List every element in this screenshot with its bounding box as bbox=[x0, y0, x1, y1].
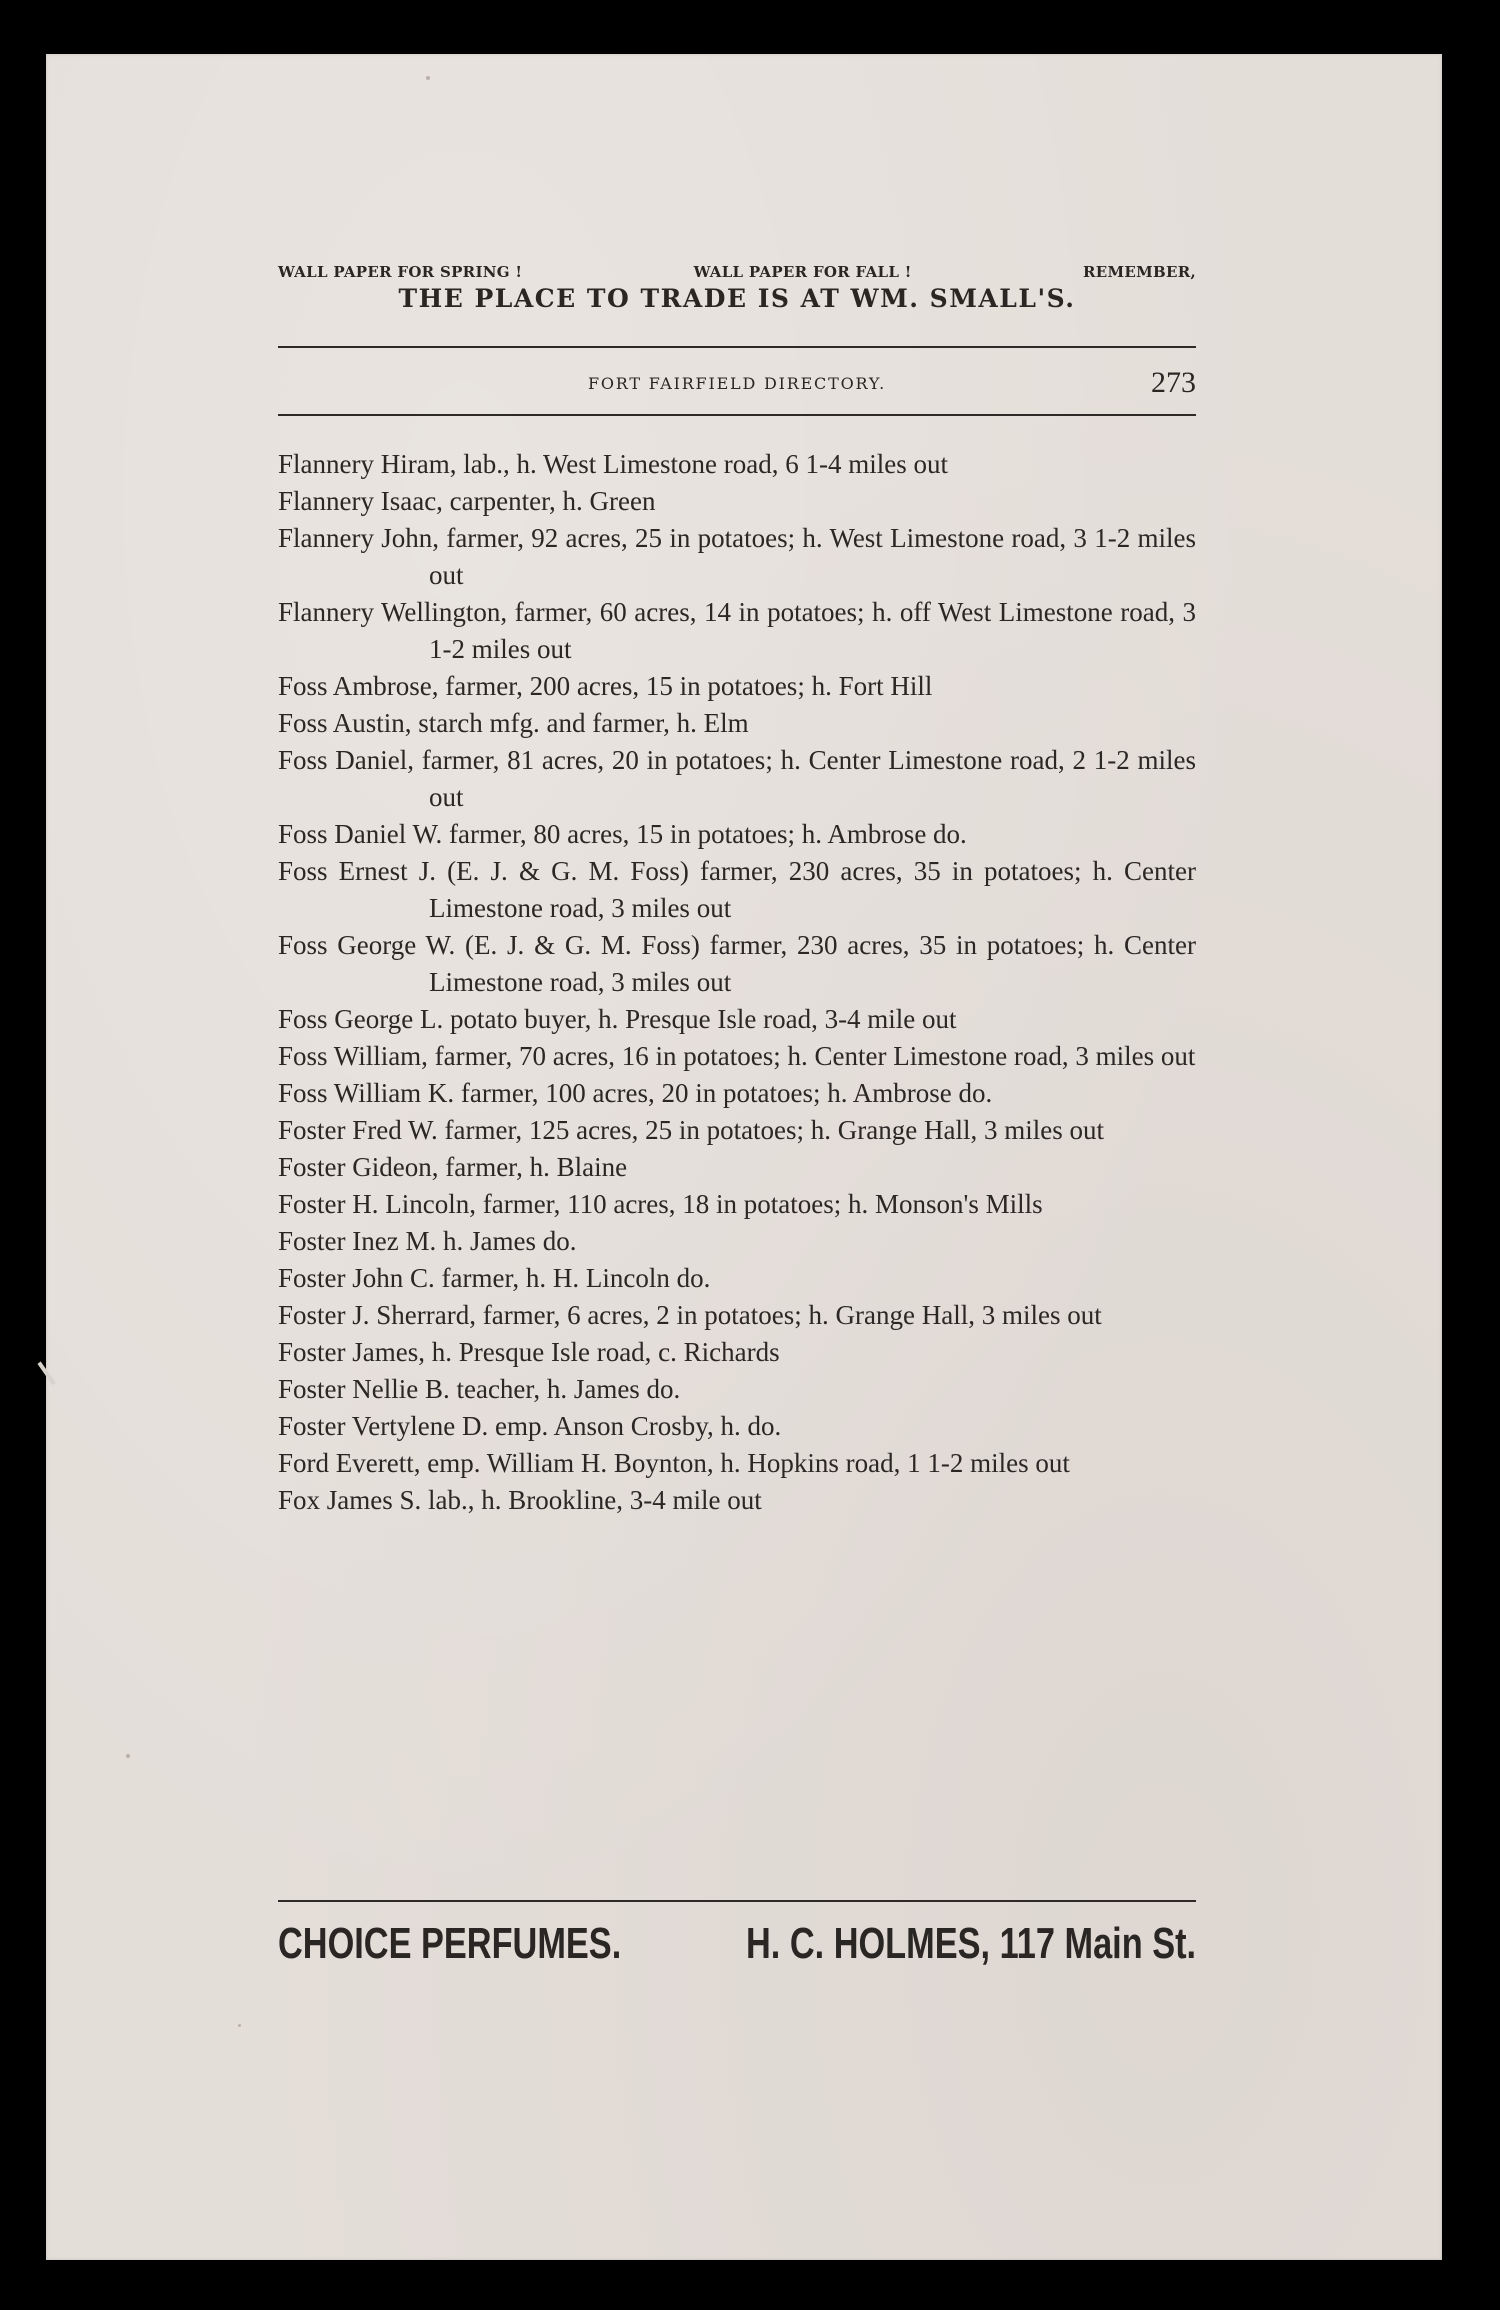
directory-entry: Foss George W. (E. J. & G. M. Foss) farmer, 230 acres, 35 in potatoes; h. Center Limestone road, 3 miles out bbox=[278, 930, 1196, 997]
directory-entry: Flannery Wellington, farmer, 60 acres, 14 in potatoes; h. off West Limestone road, 3 1-2 miles out bbox=[278, 597, 1196, 664]
top-ad-fall: WALL PAPER FOR FALL ! bbox=[693, 263, 912, 281]
directory-entry: Foss William K. farmer, 100 acres, 20 in potatoes; h. Ambrose do. bbox=[278, 1078, 993, 1108]
directory-entry: Flannery John, farmer, 92 acres, 25 in potatoes; h. West Limestone road, 3 1-2 miles out bbox=[278, 523, 1196, 590]
directory-entry: Foster Vertylene D. emp. Anson Crosby, h. do. bbox=[278, 1411, 782, 1441]
directory-entry: Flannery Hiram, lab., h. West Limestone road, 6 1-4 miles out bbox=[278, 449, 948, 479]
directory-entry: Foss Ambrose, farmer, 200 acres, 15 in potatoes; h. Fort Hill bbox=[278, 671, 933, 701]
directory-entry: Ford Everett, emp. William H. Boynton, h. Hopkins road, 1 1-2 miles out bbox=[278, 1448, 1070, 1478]
running-head-title: FORT FAIRFIELD DIRECTORY. bbox=[587, 374, 887, 393]
directory-entry: Foss Ernest J. (E. J. & G. M. Foss) farmer, 230 acres, 35 in potatoes; h. Center Limestone road, 3 miles out bbox=[278, 856, 1196, 923]
directory-entries bbox=[278, 446, 1196, 1519]
bottom-advertisement bbox=[278, 1914, 1196, 1974]
footer-rule bbox=[278, 1900, 1196, 1902]
paper-speck bbox=[426, 76, 430, 80]
directory-entry: Foss William, farmer, 70 acres, 16 in potatoes; h. Center Limestone road, 3 miles out bbox=[278, 1041, 1196, 1071]
directory-entry: Foster Fred W. farmer, 125 acres, 25 in potatoes; h. Grange Hall, 3 miles out bbox=[278, 1115, 1104, 1145]
directory-entry: Foster Nellie B. teacher, h. James do. bbox=[278, 1374, 681, 1404]
directory-entry: Foss George L. potato buyer, h. Presque Isle road, 3-4 mile out bbox=[278, 1004, 957, 1034]
page-number: 273 bbox=[1151, 366, 1196, 399]
running-head bbox=[278, 366, 1196, 400]
top-ad-spring: WALL PAPER FOR SPRING ! bbox=[278, 263, 523, 281]
top-advertisement bbox=[278, 262, 1196, 314]
bottom-ad-perfumes: CHOICE PERFUMES. bbox=[278, 1919, 622, 1968]
top-ad-line-2: THE PLACE TO TRADE IS AT WM. SMALL'S. bbox=[398, 284, 1076, 313]
directory-entry: Foster Gideon, farmer, h. Blaine bbox=[278, 1152, 628, 1182]
directory-entry: Flannery Isaac, carpenter, h. Green bbox=[278, 486, 656, 516]
directory-entry: Foss Daniel W. farmer, 80 acres, 15 in potatoes; h. Ambrose do. bbox=[278, 819, 967, 849]
directory-entry: Foster Inez M. h. James do. bbox=[278, 1226, 577, 1256]
directory-entry: Foster J. Sherrard, farmer, 6 acres, 2 in potatoes; h. Grange Hall, 3 miles out bbox=[278, 1300, 1102, 1330]
directory-entry: Foster H. Lincoln, farmer, 110 acres, 18 in potatoes; h. Monson's Mills bbox=[278, 1189, 1043, 1219]
top-ad-line-1 bbox=[278, 262, 1196, 282]
bottom-ad-holmes: H. C. HOLMES, 117 Main St. bbox=[745, 1919, 1197, 1968]
paper-speck bbox=[126, 1754, 130, 1758]
directory-entry: Foss Austin, starch mfg. and farmer, h. Elm bbox=[278, 708, 749, 738]
top-ad-remember: REMEMBER, bbox=[1082, 263, 1196, 281]
directory-entry: Foster James, h. Presque Isle road, c. Richards bbox=[278, 1337, 780, 1367]
header-rule-bottom bbox=[278, 414, 1196, 416]
directory-entry: Fox James S. lab., h. Brookline, 3-4 mile out bbox=[278, 1485, 762, 1515]
directory-entry: Foss Daniel, farmer, 81 acres, 20 in potatoes; h. Center Limestone road, 2 1-2 miles out bbox=[278, 745, 1196, 812]
paper-speck bbox=[238, 2024, 241, 2027]
header-rule-top bbox=[278, 346, 1196, 348]
directory-entry: Foster John C. farmer, h. H. Lincoln do. bbox=[278, 1263, 711, 1293]
